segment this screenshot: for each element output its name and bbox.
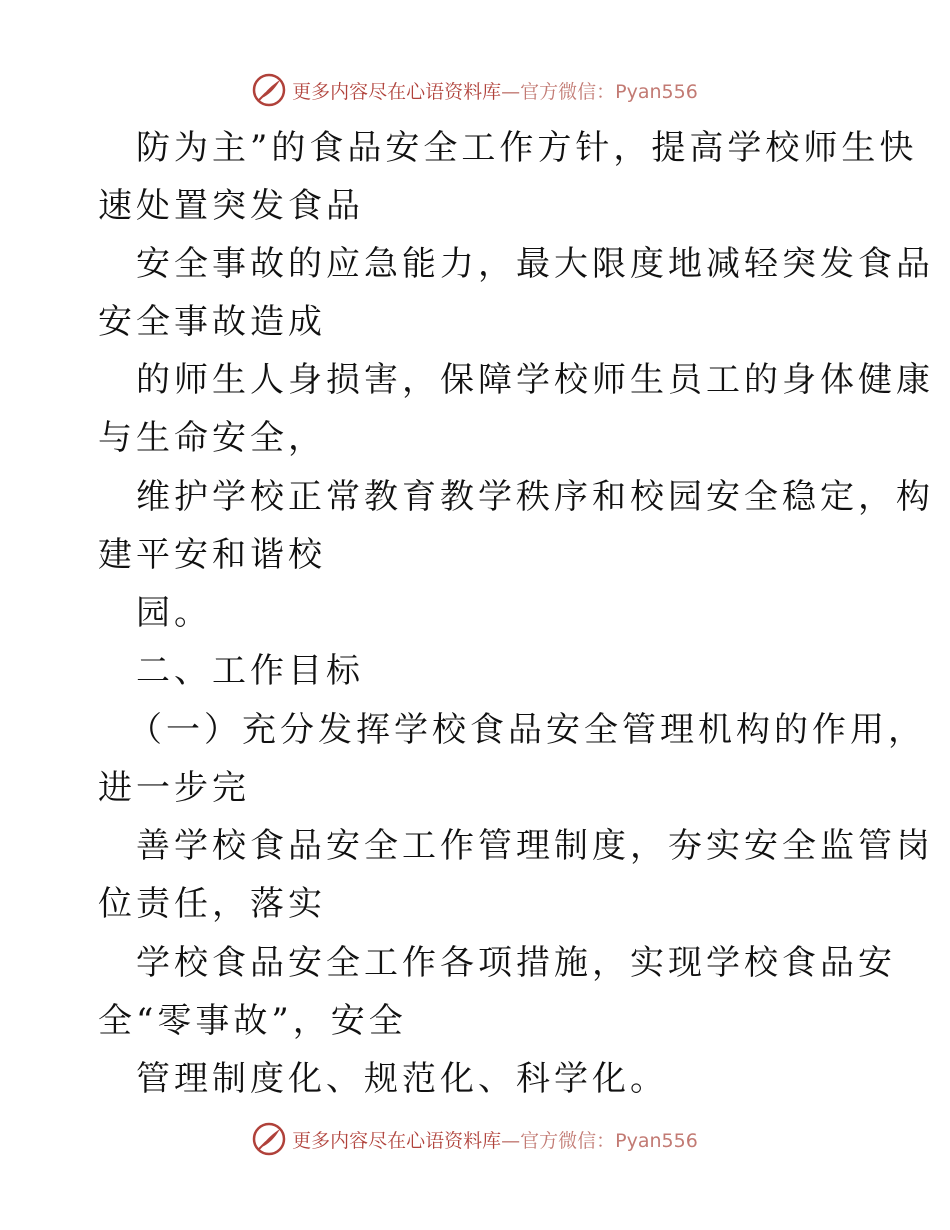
text-line: 维护学校正常教育教学秩序和校园安全稳定，构	[136, 477, 934, 517]
quill-logo-icon	[252, 73, 286, 107]
header-banner-text: 更多内容尽在心语资料库	[292, 80, 502, 103]
footer-banner-text: 更多内容尽在心语资料库	[292, 1129, 502, 1152]
text-line: 位责任，落实	[98, 884, 326, 924]
footer-banner-suffix: —官方微信：Pyan556	[501, 1129, 698, 1152]
section-heading: 二、工作目标	[136, 651, 364, 691]
header-banner[interactable]	[0, 70, 950, 110]
text-line: （一）充分发挥学校食品安全管理机构的作用，	[128, 710, 926, 750]
text-line: 园。	[136, 593, 212, 633]
header-banner-suffix: —官方微信：Pyan556	[501, 80, 698, 103]
text-line: 防为主”的食品安全工作方针，提高学校师生快	[136, 128, 918, 168]
text-line: 与生命安全，	[98, 418, 326, 458]
text-line: 学校食品安全工作各项措施，实现学校食品安	[136, 943, 896, 983]
text-line: 安全事故造成	[98, 302, 326, 342]
text-line: 进一步完	[98, 768, 250, 808]
text-line: 全“零事故”，安全	[98, 1001, 407, 1041]
text-line: 建平安和谐校	[98, 535, 326, 575]
quill-logo-icon	[252, 1122, 286, 1156]
text-line: 速处置突发食品	[98, 186, 364, 226]
footer-banner[interactable]	[0, 1119, 950, 1159]
text-line: 善学校食品安全工作管理制度，夯实安全监管岗	[136, 826, 934, 866]
text-line: 管理制度化、规范化、科学化。	[136, 1059, 668, 1099]
text-line: 的师生人身损害，保障学校师生员工的身体健康	[136, 360, 934, 400]
text-line: 安全事故的应急能力，最大限度地减轻突发食品	[136, 244, 934, 284]
